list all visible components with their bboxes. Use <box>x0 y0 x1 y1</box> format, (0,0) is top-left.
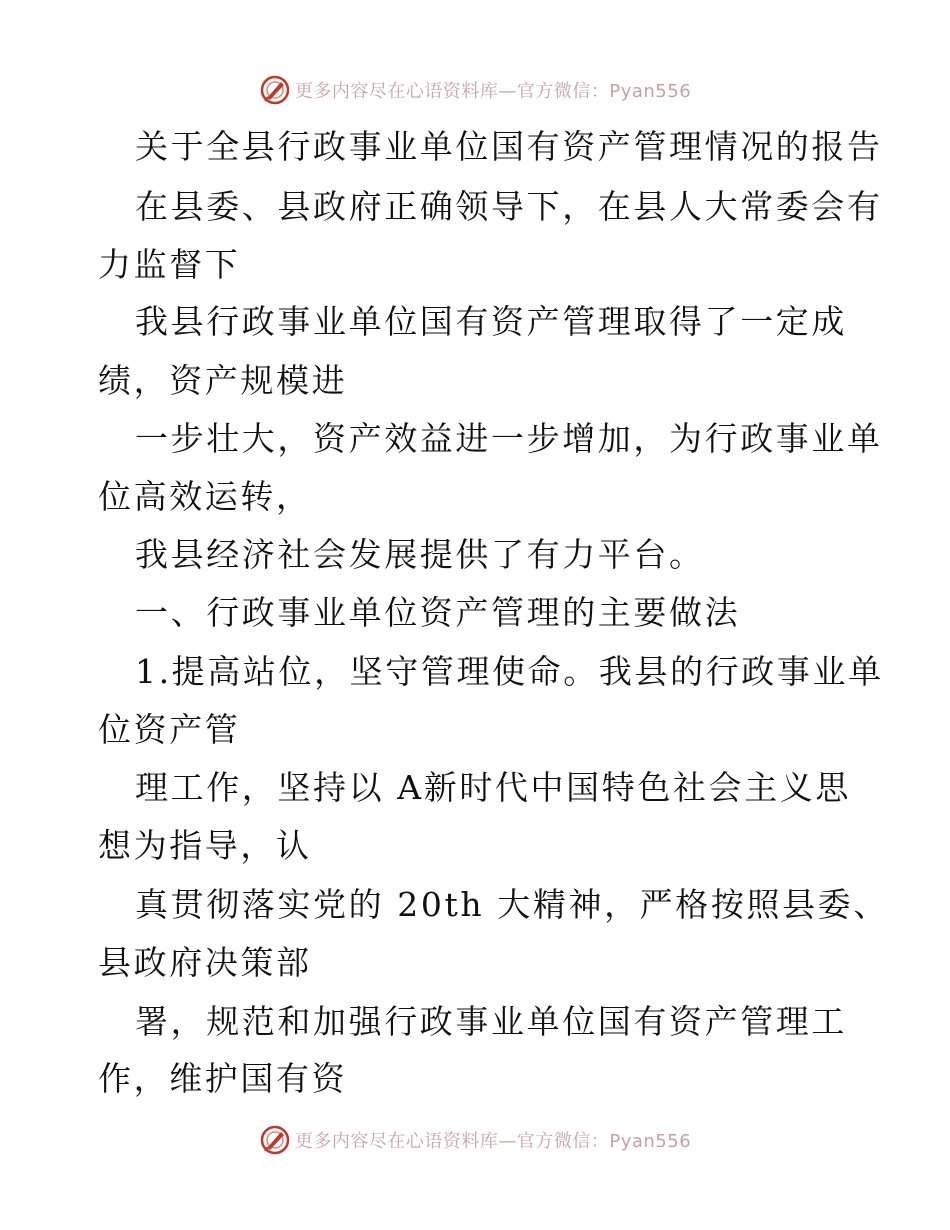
watermark-text: 更多内容尽在心语资料库—官方微信：Pyan556 <box>294 1131 692 1152</box>
paragraph-line: 我县行政事业单位国有资产管理取得了一定成 <box>135 302 847 341</box>
paragraph-line: 想为指导，认 <box>98 826 312 865</box>
paragraph-line: 县政府决策部 <box>98 943 312 982</box>
section-heading: 一、行政事业单位资产管理的主要做法 <box>135 593 741 632</box>
paragraph-line: 位高效运转， <box>98 477 312 516</box>
paragraph-line: 1.提高站位，坚守管理使命。我县的行政事业单 <box>135 652 884 691</box>
paragraph-line: 力监督下 <box>98 245 241 284</box>
quill-logo-icon <box>259 1124 291 1156</box>
header-watermark <box>0 70 950 110</box>
report-title: 关于全县行政事业单位国有资产管理情况的报告 <box>135 127 883 166</box>
paragraph-line: 我县经济社会发展提供了有力平台。 <box>135 535 705 574</box>
paragraph-line: 一步壮大，资产效益进一步增加，为行政事业单 <box>135 419 883 458</box>
paragraph-line: 在县委、县政府正确领导下，在县人大常委会有 <box>135 187 883 226</box>
paragraph-line: 署，规范和加强行政事业单位国有资产管理工 <box>135 1002 847 1041</box>
footer-watermark <box>0 1120 950 1160</box>
quill-logo-icon <box>259 74 291 106</box>
paragraph-line: 作，维护国有资 <box>98 1059 348 1098</box>
paragraph-line: 绩，资产规模进 <box>98 361 348 400</box>
paragraph-line: 理工作，坚持以 A新时代中国特色社会主义思 <box>135 768 851 807</box>
watermark-text: 更多内容尽在心语资料库—官方微信：Pyan556 <box>294 81 692 102</box>
paragraph-line: 位资产管 <box>98 710 241 749</box>
paragraph-line: 真贯彻落实党的 20th 大精神，严格按照县委、 <box>135 885 889 924</box>
